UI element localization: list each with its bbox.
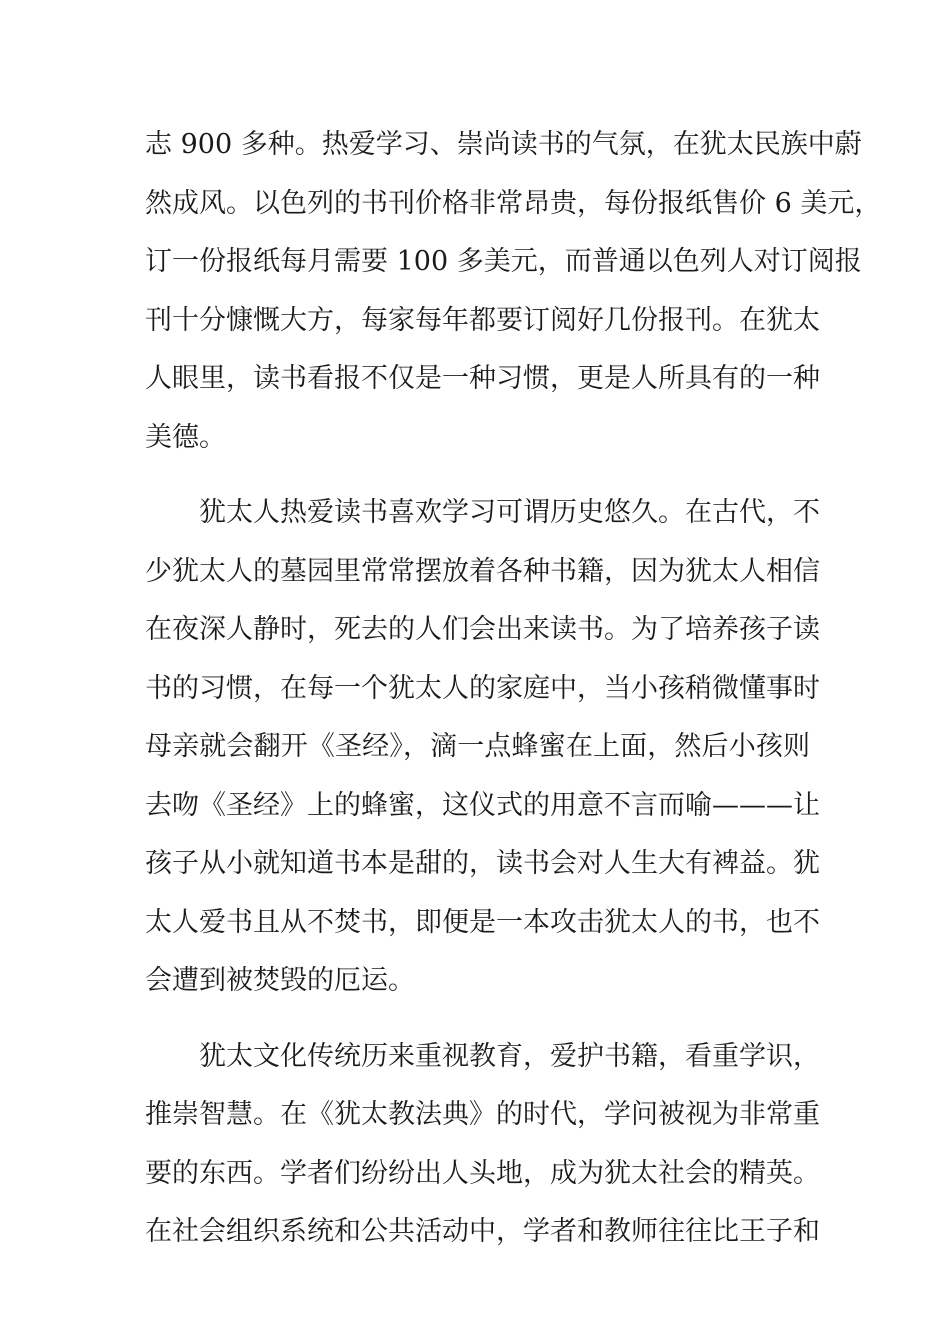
paragraph-spacing bbox=[145, 467, 810, 484]
text-line: 犹太人热爱读书喜欢学习可谓历史悠久。在古代，不 bbox=[199, 497, 820, 528]
text-line: 人眼里，读书看报不仅是一种习惯，更是人所具有的一种 bbox=[145, 363, 820, 394]
text-line: 推崇智慧。在《犹太教法典》的时代，学问被视为非常重 bbox=[145, 1099, 820, 1130]
paragraph-1 bbox=[145, 116, 882, 467]
body-text bbox=[145, 116, 882, 1262]
text-line: 去吻《圣经》上的蜂蜜，这仪式的用意不言而喻———让 bbox=[145, 789, 820, 821]
text-line: 犹太文化传统历来重视教育，爱护书籍，看重学识， bbox=[199, 1040, 820, 1072]
paragraph-3 bbox=[145, 1028, 820, 1262]
text-line: 志 900 多种。热爱学习、崇尚读书的气氛，在犹太民族中蔚 bbox=[145, 129, 862, 160]
text-line: 要的东西。学者们纷纷出人头地，成为犹太社会的精英。 bbox=[145, 1157, 820, 1189]
text-line: 订一份报纸每月需要 100 多美元，而普通以色列人对订阅报 bbox=[145, 246, 862, 277]
text-line: 母亲就会翻开《圣经》，滴一点蜂蜜在上面，然后小孩则 bbox=[145, 731, 810, 762]
text-line: 刊十分慷慨大方，每家每年都要订阅好几份报刊。在犹太 bbox=[145, 304, 820, 336]
text-line: 少犹太人的墓园里常常摆放着各种书籍，因为犹太人相信 bbox=[145, 555, 820, 587]
text-line: 美德。 bbox=[145, 421, 226, 453]
paragraph-2 bbox=[145, 484, 820, 1011]
text-line: 然成风。以色列的书刊价格非常昂贵，每份报纸售价 6 美元， bbox=[145, 187, 882, 219]
paragraph-spacing bbox=[145, 1011, 810, 1028]
text-line: 在社会组织系统和公共活动中，学者和教师往往比王子和 bbox=[145, 1216, 820, 1247]
text-line: 会遭到被焚毁的厄运。 bbox=[145, 965, 415, 996]
text-line: 孩子从小就知道书本是甜的，读书会对人生大有裨益。犹 bbox=[145, 848, 820, 879]
text-line: 太人爱书且从不焚书，即便是一本攻击犹太人的书，也不 bbox=[145, 906, 820, 938]
text-line: 在夜深人静时，死去的人们会出来读书。为了培养孩子读 bbox=[145, 614, 820, 645]
text-line: 书的习惯，在每一个犹太人的家庭中，当小孩稍微懂事时 bbox=[145, 672, 820, 704]
